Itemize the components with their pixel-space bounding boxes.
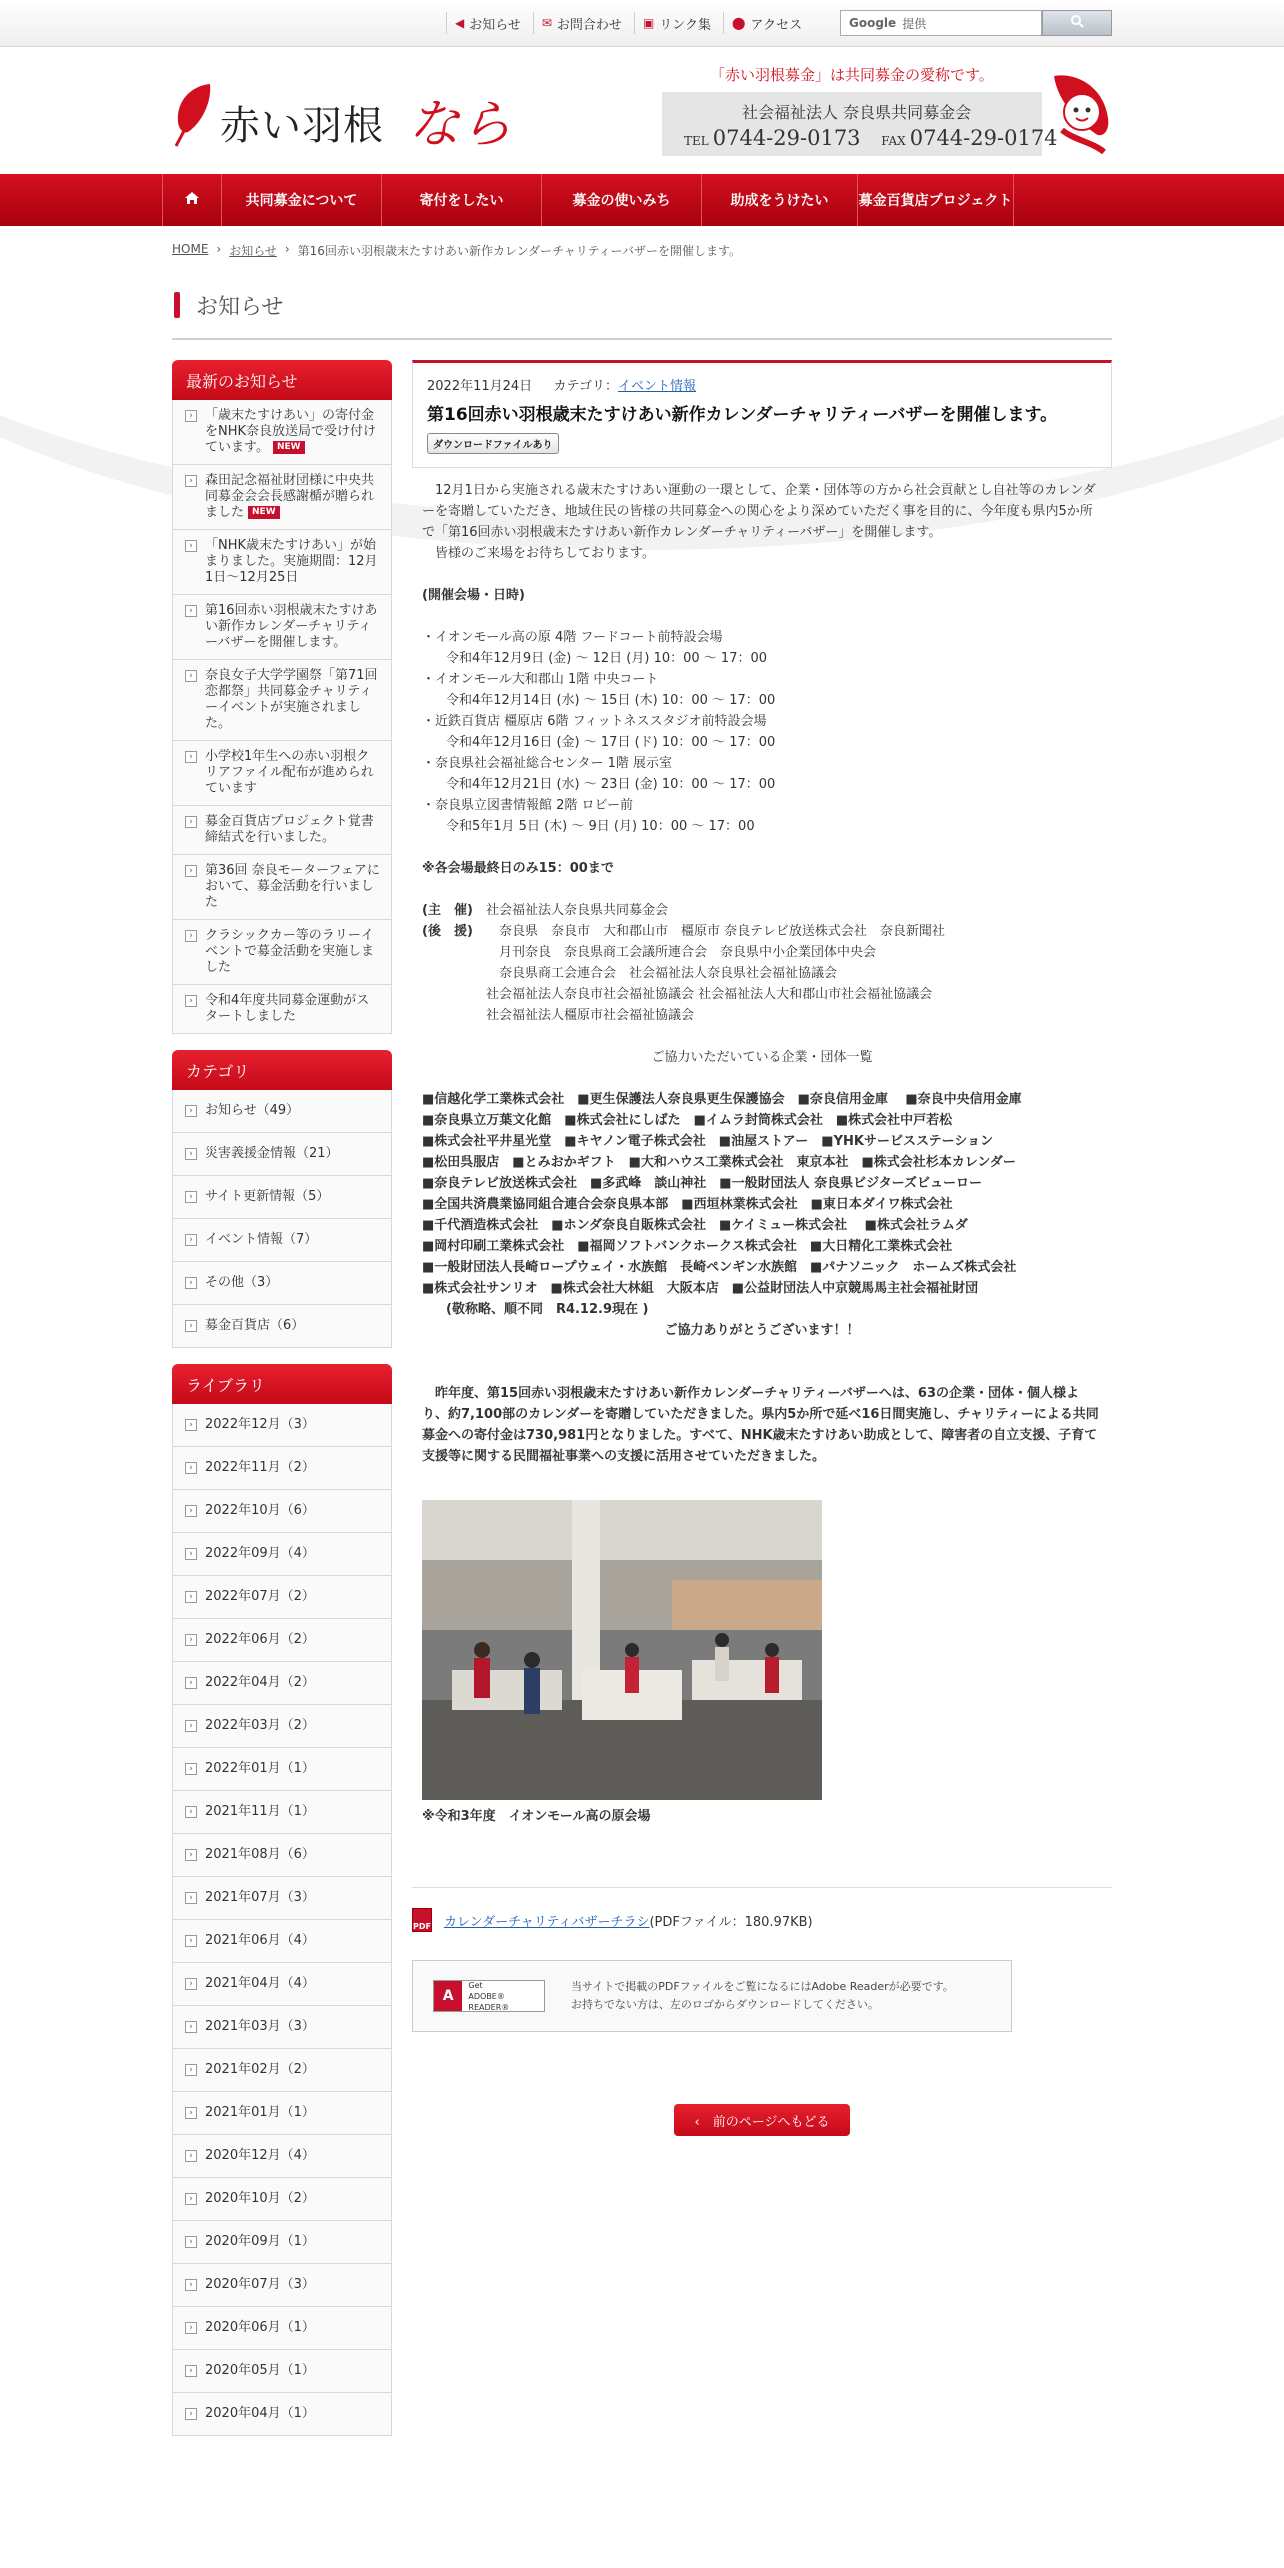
phone-numbers: TEL 0744-29-0173 FAX 0744-29-0174	[684, 126, 1058, 150]
category-item[interactable]	[172, 1090, 392, 1133]
search-input[interactable]	[840, 10, 1042, 36]
supporter-line: 社会福祉法人奈良市社会福祉協議会 社会福祉法人大和郡山市社会福祉協議会	[486, 987, 933, 1002]
breadcrumb-current: 第16回赤い羽根歳末たすけあい新作カレンダーチャリティーバザーを開催します。	[297, 244, 742, 258]
article-header	[412, 360, 1112, 468]
venue-date: 令和4年12月14日 (水) ～ 15日 (木) 10：00 ～ 17：00	[446, 693, 776, 708]
logo-accent: なら	[408, 95, 513, 155]
nav-item[interactable]: 助成をうけたい	[702, 174, 858, 226]
library-item[interactable]	[172, 1533, 392, 1576]
arrow-icon: ›	[185, 995, 197, 1007]
category-item[interactable]	[172, 1176, 392, 1219]
news-item[interactable]	[172, 530, 392, 595]
library-item-label: 2021年07月（3）	[205, 1890, 315, 1905]
utility-nav-item[interactable]	[723, 12, 814, 34]
news-item[interactable]	[172, 660, 392, 741]
news-heading: 最新のお知らせ	[172, 360, 392, 400]
arrow-icon: ›	[185, 1677, 197, 1689]
news-item-label: 小学校1年生への赤い羽根クリアファイル配布が進められています	[205, 749, 374, 796]
new-badge: NEW	[248, 506, 280, 519]
download-badge[interactable]: ダウンロードファイルあり	[427, 433, 559, 454]
news-item[interactable]	[172, 806, 392, 855]
arrow-icon: ›	[185, 1148, 197, 1160]
arrow-icon: ›	[185, 1105, 197, 1117]
utility-nav-item[interactable]	[446, 12, 533, 34]
library-item[interactable]	[172, 1576, 392, 1619]
news-item[interactable]	[172, 465, 392, 530]
page-title: お知らせ	[196, 295, 284, 320]
supporter-line: 奈良県 奈良市 大和郡山市 橿原市 奈良テレビ放送株式会社 奈良新聞社	[486, 924, 945, 939]
home-icon	[184, 191, 200, 209]
library-item[interactable]	[172, 2092, 392, 2135]
arrow-icon: ›	[185, 2322, 197, 2334]
library-item[interactable]	[172, 2135, 392, 2178]
library-item[interactable]	[172, 1791, 392, 1834]
news-item[interactable]	[172, 855, 392, 920]
arrow-icon: ›	[185, 1763, 197, 1775]
utility-nav-item[interactable]	[634, 12, 723, 34]
company-line: ■一般財団法人長崎ロープウェイ・水族館 長崎ペンギン水族館 ■パナソニック ホームズ株式会社	[422, 1260, 1017, 1275]
library-item[interactable]	[172, 1490, 392, 1533]
utility-nav-label: お問合わせ	[556, 17, 622, 33]
library-block	[172, 1364, 392, 2436]
library-item-label: 2022年07月（2）	[205, 1589, 315, 1604]
mascot-icon	[1048, 68, 1118, 162]
library-item-label: 2021年04月（4）	[205, 1976, 315, 1991]
library-item[interactable]	[172, 1834, 392, 1877]
breadcrumb-separator: ›	[216, 242, 222, 256]
category-item-label: イベント情報（7）	[205, 1232, 318, 1247]
photo-caption: ※令和3年度 イオンモール高の原会場	[422, 1809, 651, 1824]
utility-nav-label: お知らせ	[469, 17, 521, 33]
google-brand: Google	[849, 16, 897, 30]
library-item[interactable]	[172, 2307, 392, 2350]
company-line: ■松田呉服店 ■とみおかギフト ■大和ハウス工業株式会社 東京本社 ■株式会社杉本カレンダー	[422, 1155, 1016, 1170]
arrow-icon: ›	[185, 1548, 197, 1560]
arrow-icon: ›	[185, 1892, 197, 1904]
library-item-label: 2022年10月（6）	[205, 1503, 315, 1518]
utility-nav-label: アクセス	[750, 17, 803, 33]
venue-name: ・奈良県社会福祉総合センター 1階 展示室	[422, 756, 673, 771]
library-item-label: 2020年05月（1）	[205, 2363, 315, 2378]
companies-note: (敬称略、順不同 R4.12.9現在 )	[446, 1302, 649, 1317]
category-label: カテゴリ：	[553, 379, 618, 394]
library-item[interactable]	[172, 1404, 392, 1447]
article-title: 第16回赤い羽根歳末たすけあい新作カレンダーチャリティーバザーを開催します。	[427, 405, 1058, 425]
article-meta	[427, 375, 1097, 394]
library-item[interactable]	[172, 2264, 392, 2307]
news-item[interactable]	[172, 595, 392, 660]
arrow-icon: ›	[185, 2408, 197, 2420]
arrow-icon: ›	[185, 1849, 197, 1861]
main-content	[412, 360, 1112, 2136]
news-item-label: 森田記念福祉財団様に中央共同募金会会長感謝楯が贈られました	[205, 473, 375, 520]
library-item-label: 2022年12月（3）	[205, 1417, 315, 1432]
arrow-icon: ›	[185, 2064, 197, 2076]
arrow-icon: ›	[185, 1191, 197, 1203]
supporter-line: 奈良県商工会連合会 社会福祉法人奈良県社会福祉協議会	[486, 966, 838, 981]
pdf-link[interactable]: カレンダーチャリティバザーチラシ	[444, 1914, 650, 1930]
nav-item[interactable]: 募金百貨店プロジェクト	[858, 174, 1014, 226]
organizer: 社会福祉法人奈良県共同募金会	[486, 903, 669, 918]
category-item-label: 災害義援金情報（21）	[205, 1146, 339, 1161]
company-list	[422, 1089, 1102, 1299]
arrow-icon: ›	[185, 2365, 197, 2377]
global-nav	[0, 174, 1284, 226]
category-block	[172, 1050, 392, 1348]
header-contact	[660, 62, 1120, 162]
category-item[interactable]	[172, 1219, 392, 1262]
nav-item[interactable]: 寄付をしたい	[382, 174, 542, 226]
organizer-label: (主 催)	[422, 903, 473, 918]
site-header	[0, 48, 1284, 174]
arrow-icon: ›	[185, 1935, 197, 1947]
arrow-icon: ›	[185, 2279, 197, 2291]
venue-list	[422, 627, 1102, 837]
library-item-label: 2020年04月（1）	[205, 2406, 315, 2421]
organizer-row	[422, 900, 1102, 921]
arrow-icon: ›	[185, 475, 197, 487]
article-category-link[interactable]: イベント情報	[617, 379, 696, 394]
library-item-label: 2020年10月（2）	[205, 2191, 315, 2206]
coop-heading: ご協力いただいている企業・団体一覧	[651, 1050, 873, 1065]
contact-box	[662, 92, 1058, 156]
new-badge: NEW	[273, 441, 305, 454]
category-heading: カテゴリ	[172, 1050, 392, 1090]
adobe-reader-box	[412, 1960, 1012, 2032]
library-item-label: 2022年11月（2）	[205, 1460, 315, 1475]
arrow-icon: ›	[185, 2107, 197, 2119]
library-item[interactable]	[172, 1705, 392, 1748]
library-item-label: 2022年06月（2）	[205, 1632, 315, 1647]
library-item[interactable]	[172, 1920, 392, 1963]
search-icon	[1070, 14, 1084, 32]
arrow-icon: ›	[185, 670, 197, 682]
library-item-label: 2021年01月（1）	[205, 2105, 315, 2120]
news-item-label: 「歳末たすけあい」の寄付金をNHK奈良放送局で受け付けています。	[205, 408, 377, 455]
venue-date: 令和5年1月 5日 (木) ～ 9日 (月) 10：00 ～ 17：00	[446, 819, 755, 834]
arrow-icon: ›	[185, 1634, 197, 1646]
library-item[interactable]	[172, 2049, 392, 2092]
company-line: ■奈良テレビ放送株式会社 ■多武峰 談山神社 ■一般財団法人 奈良県ビジターズビューロー	[422, 1176, 982, 1191]
supporter-list	[486, 921, 945, 1026]
company-line: ■奈良県立万葉文化館 ■株式会社にしばた ■イムラ封筒株式会社 ■株式会社中戸若松	[422, 1113, 953, 1128]
search-placeholder: 提供	[902, 16, 927, 31]
nav-item[interactable]: 募金の使いみち	[542, 174, 702, 226]
category-item[interactable]	[172, 1305, 392, 1348]
result-text: 昨年度、第15回赤い羽根歳末たすけあい新作カレンダーチャリティーバザーへは、63の企業・団体・個人様より、約7,100部のカレンダーを寄贈していただきました。県内5か所で延べ16日間実施し、チャリティーによる共同募金への寄付金は730,981円となりました。すべて、NHK歳末たすけあい助成として、障害者の自立支援、子育て支援等に関する民間福祉事業への支援に活用させていただきました。	[422, 1386, 1099, 1464]
supporter-label: (後 援)	[422, 924, 473, 939]
library-item[interactable]	[172, 1877, 392, 1920]
company-line: ■信越化学工業株式会社 ■更生保護法人奈良県更生保護協会 ■奈良信用金庫 ■奈良中央信用金庫	[422, 1092, 1022, 1107]
back-button[interactable]: ‹ 前のページへもどる	[674, 2104, 850, 2136]
breadcrumb-separator: ›	[284, 242, 290, 256]
library-item-label: 2021年11月（1）	[205, 1804, 315, 1819]
arrow-icon: ›	[185, 1505, 197, 1517]
library-item-label: 2022年09月（4）	[205, 1546, 315, 1561]
utility-nav-label: リンク集	[659, 17, 712, 33]
arrow-icon: ›	[185, 1978, 197, 1990]
breadcrumb	[172, 242, 741, 259]
pdf-download-row	[412, 1887, 1112, 1932]
venue-heading: (開催会場・日時)	[422, 588, 525, 603]
library-item[interactable]	[172, 1619, 392, 1662]
site-logo[interactable]	[170, 72, 513, 155]
company-line: ■株式会社サンリオ ■株式会社大林組 大阪本店 ■公益財団法人中京競馬馬主社会福祉財団	[422, 1281, 979, 1296]
arrow-icon: ›	[185, 410, 197, 422]
library-item[interactable]	[172, 2393, 392, 2436]
library-item-label: 2021年03月（3）	[205, 2019, 315, 2034]
speaker-icon: ◀	[455, 16, 465, 30]
arrow-icon: ›	[185, 1320, 197, 1332]
library-item-label: 2021年02月（2）	[205, 2062, 315, 2077]
nav-item[interactable]: 共同募金について	[222, 174, 382, 226]
sidebar	[172, 360, 392, 2452]
library-item[interactable]	[172, 2178, 392, 2221]
utility-nav	[446, 12, 814, 34]
arrow-icon: ›	[185, 1591, 197, 1603]
arrow-icon: ›	[185, 1806, 197, 1818]
venue-date: 令和4年12月9日 (金) ～ 12日 (月) 10：00 ～ 17：00	[446, 651, 768, 666]
supporter-line: 月刊奈良 奈良県商工会議所連合会 奈良県中小企業団体中央会	[486, 945, 877, 960]
venue-date: 令和4年12月16日 (金) ～ 17日 (ド) 10：00 ～ 17：00	[446, 735, 776, 750]
news-item-label: 奈良女子大学学園祭「第71回恋都祭」共同募金チャリティーイベントが実施されました。	[205, 668, 378, 731]
news-item-label: 第36回 奈良モーターフェアにおいて、募金活動を行いました	[205, 863, 380, 910]
arrow-icon: ›	[185, 1720, 197, 1732]
category-item-label: お知らせ（49）	[205, 1103, 300, 1118]
utility-nav-item[interactable]	[533, 12, 634, 34]
library-item[interactable]	[172, 2006, 392, 2049]
news-item[interactable]	[172, 400, 392, 465]
news-item[interactable]	[172, 741, 392, 806]
link-icon: ▣	[642, 16, 655, 30]
arrow-icon: ›	[185, 751, 197, 763]
arrow-icon: ›	[185, 1234, 197, 1246]
org-name: 社会福祉法人 奈良県共同募金会	[742, 103, 972, 122]
get-adobe-reader-button[interactable]: A Get ADOBE® READER®	[433, 1980, 545, 2012]
logo-text: 赤い羽根	[220, 103, 384, 149]
library-item-label: 2021年08月（6）	[205, 1847, 315, 1862]
library-item[interactable]	[172, 1447, 392, 1490]
venue-name: ・イオンモール大和郡山 1階 中央コート	[422, 672, 659, 687]
arrow-icon: ›	[185, 2021, 197, 2033]
library-item-label: 2020年09月（1）	[205, 2234, 315, 2249]
arrow-icon: ›	[185, 2150, 197, 2162]
breadcrumb-parent[interactable]: お知らせ	[229, 244, 277, 258]
reader-note-2: お持ちでない方は、左のロゴからダウンロードしてください。	[571, 1998, 879, 2011]
arrow-icon: ›	[185, 2236, 197, 2248]
arrow-icon: ›	[185, 930, 197, 942]
company-line: ■岡村印刷工業株式会社 ■福岡ソフトバンクホークス株式会社 ■大日精化工業株式会社	[422, 1239, 953, 1254]
arrow-icon: ›	[185, 1462, 197, 1474]
adobe-reader-icon: A	[434, 1981, 462, 2011]
category-item-label: サイト更新情報（5）	[205, 1189, 330, 1204]
search-button[interactable]	[1042, 10, 1112, 36]
article-body	[412, 480, 1112, 1827]
library-item-label: 2022年03月（2）	[205, 1718, 315, 1733]
library-item[interactable]	[172, 2221, 392, 2264]
library-item-label: 2020年12月（4）	[205, 2148, 315, 2163]
pdf-icon: PDF	[412, 1908, 432, 1932]
header-tagline: 「赤い羽根募金」は共同募金の愛称です。	[710, 66, 994, 84]
category-item-label: その他（3）	[205, 1275, 279, 1290]
arrow-icon: ›	[185, 865, 197, 877]
arrow-icon: ›	[185, 1419, 197, 1431]
reader-note-1: 当サイトで掲載のPDFファイルをご覧になるにはAdobe Readerが必要です。	[571, 1980, 954, 1993]
map-pin-icon: ⬤	[732, 16, 746, 30]
library-item[interactable]	[172, 1748, 392, 1791]
article-date: 2022年11月24日	[427, 379, 533, 394]
breadcrumb-home[interactable]: HOME	[172, 242, 209, 256]
thanks-text: ご協力ありがとうございます！！	[664, 1323, 860, 1338]
red-feather-icon	[170, 80, 216, 154]
library-item-label: 2022年04月（2）	[205, 1675, 315, 1690]
library-item-label: 2021年06月（4）	[205, 1933, 315, 1948]
news-item[interactable]	[172, 920, 392, 985]
venue-name: ・近鉄百貨店 橿原店 6階 フィットネススタジオ前特設会場	[422, 714, 767, 729]
google-search	[840, 10, 1112, 36]
intro-text-2: 皆様のご来場をお待ちしております。	[422, 546, 655, 561]
arrow-icon: ›	[185, 816, 197, 828]
company-line: ■千代酒造株式会社 ■ホンダ奈良自販株式会社 ■ケイミュー株式会社 ■株式会社ラムダ	[422, 1218, 968, 1233]
supporter-line: 社会福祉法人橿原市社会福祉協議会	[486, 1008, 695, 1023]
supporter-row	[422, 921, 1102, 1026]
news-item-label: 第16回赤い羽根歳末たすけあい新作カレンダーチャリティーバザーを開催します。	[205, 603, 378, 650]
category-item[interactable]	[172, 1262, 392, 1305]
intro-text: 12月1日から実施される歳末たすけあい運動の一環として、企業・団体等の方から社会貢献とし自社等のカレンダーを寄贈していただき、地域住民の皆様の共同募金への関心をより深めていただく事を目的に、今年度も県内5か所で「第16回赤い羽根歳末たすけあい新作カレンダーチャリティーバザー」を開催します。	[422, 483, 1096, 540]
venue-name: ・イオンモール高の原 4階 フードコート前特設会場	[422, 630, 723, 645]
company-line: ■全国共済農業協同組合連合会奈良県本部 ■西垣林業株式会社 ■東日本ダイワ株式会社	[422, 1197, 953, 1212]
arrow-icon: ›	[185, 1277, 197, 1289]
news-item-label: クラシックカー等のラリーイベントで募金活動を実施しました	[205, 928, 375, 975]
news-item-label: 募金百貨店プロジェクト覚書締結式を行いました。	[205, 814, 374, 845]
arrow-icon: ›	[185, 540, 197, 552]
company-line: ■株式会社平井星光堂 ■キヤノン電子株式会社 ■油屋ストアー ■YHKサービスステーション	[422, 1134, 994, 1149]
venue-date: 令和4年12月21日 (水) ～ 23日 (金) 10：00 ～ 17：00	[446, 777, 776, 792]
news-item-label: 「NHK歳末たすけあい」が始まりました。実施期間：12月1日～12月25日	[205, 538, 378, 585]
pdf-info: (PDFファイル：180.97KB)	[649, 1914, 813, 1930]
category-item-label: 募金百貨店（6）	[205, 1318, 305, 1333]
library-item-label: 2022年01月（1）	[205, 1761, 315, 1776]
arrow-icon: ›	[185, 605, 197, 617]
top-utility-bar	[0, 0, 1284, 47]
library-item-label: 2020年06月（1）	[205, 2320, 315, 2335]
venue-name: ・奈良県立図書情報館 2階 ロビー前	[422, 798, 634, 813]
library-heading: ライブラリ	[172, 1364, 392, 1404]
title-accent	[174, 292, 180, 318]
last-entry-note: ※各会場最終日のみ15：00まで	[422, 861, 614, 876]
category-item[interactable]	[172, 1133, 392, 1176]
library-item[interactable]	[172, 2350, 392, 2393]
library-item[interactable]	[172, 1662, 392, 1705]
news-item[interactable]	[172, 985, 392, 1034]
news-item-label: 令和4年度共同募金運動がスタートしました	[205, 993, 370, 1024]
nav-home[interactable]	[162, 174, 222, 226]
event-photo	[422, 1500, 822, 1800]
arrow-icon: ›	[185, 2193, 197, 2205]
library-item-label: 2020年07月（3）	[205, 2277, 315, 2292]
news-block	[172, 360, 392, 1034]
library-item[interactable]	[172, 1963, 392, 2006]
mail-icon: ✉	[541, 16, 552, 30]
